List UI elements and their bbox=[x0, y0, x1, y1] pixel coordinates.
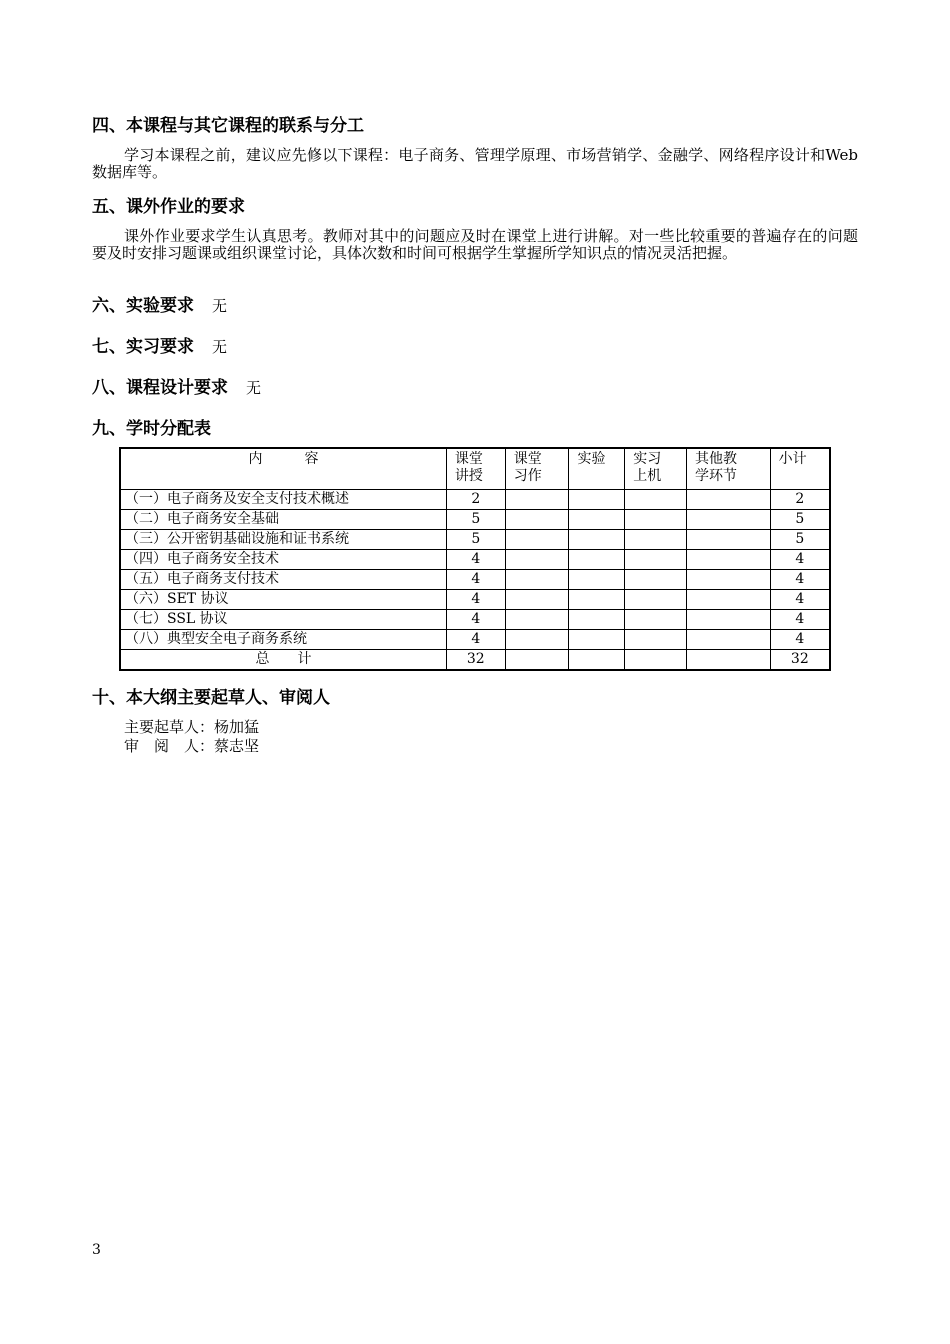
row-exercise bbox=[505, 590, 569, 610]
row-exercise bbox=[505, 550, 569, 570]
row-exercise bbox=[505, 530, 569, 550]
header-exercise-line1: 课堂 bbox=[513, 451, 542, 467]
header-content: 内 容 bbox=[120, 448, 446, 490]
table-row bbox=[120, 530, 830, 550]
row-practice bbox=[625, 630, 687, 650]
total-exercise bbox=[505, 650, 569, 671]
table-total-row bbox=[120, 650, 830, 671]
section-6-heading bbox=[92, 296, 227, 316]
row-other bbox=[687, 610, 771, 630]
row-subtotal: 5 bbox=[770, 530, 830, 550]
section-8-value: 无 bbox=[246, 379, 262, 397]
row-name: （七）SSL 协议 bbox=[120, 610, 446, 630]
row-other bbox=[687, 510, 771, 530]
table-row bbox=[120, 490, 830, 510]
row-exercise bbox=[505, 610, 569, 630]
row-lab bbox=[569, 590, 625, 610]
header-exercise-line2: 习作 bbox=[513, 468, 542, 484]
row-name: （三）公开密钥基础设施和证书系统 bbox=[120, 530, 446, 550]
table-row bbox=[120, 510, 830, 530]
section-8-heading bbox=[92, 378, 261, 398]
row-lab bbox=[569, 610, 625, 630]
section-4-heading: 四、本课程与其它课程的联系与分工 bbox=[92, 116, 364, 136]
row-practice bbox=[625, 570, 687, 590]
table-row bbox=[120, 630, 830, 650]
row-lab bbox=[569, 570, 625, 590]
row-lab bbox=[569, 630, 625, 650]
header-lecture-line1: 课堂 bbox=[454, 451, 483, 467]
row-name: （四）电子商务安全技术 bbox=[120, 550, 446, 570]
section-4-text: 学习本课程之前，建议应先修以下课程：电子商务、管理学原理、市场营销学、金融学、网络程序设计和Web数据库等。 bbox=[92, 146, 858, 181]
row-lecture: 4 bbox=[446, 550, 505, 570]
row-lecture: 5 bbox=[446, 510, 505, 530]
row-practice bbox=[625, 610, 687, 630]
row-exercise bbox=[505, 490, 569, 510]
section-5-text: 课外作业要求学生认真思考。教师对其中的问题应及时在课堂上进行讲解。对一些比较重要的普遍存在的问题要及时安排习题课或组织课堂讨论，具体次数和时间可根据学生掌握所学知识点的情况灵活把握。 bbox=[92, 227, 858, 262]
hours-allocation-table bbox=[119, 447, 831, 671]
row-lecture: 4 bbox=[446, 630, 505, 650]
table-row bbox=[120, 610, 830, 630]
row-name: （一）电子商务及安全支付技术概述 bbox=[120, 490, 446, 510]
page-number: 3 bbox=[92, 1242, 101, 1258]
reviewer-line: 审 阅 人：蔡志坚 bbox=[124, 737, 260, 755]
row-lab bbox=[569, 530, 625, 550]
table-row bbox=[120, 550, 830, 570]
row-lecture: 2 bbox=[446, 490, 505, 510]
drafter-line: 主要起草人：杨加猛 bbox=[124, 718, 260, 736]
row-subtotal: 4 bbox=[770, 550, 830, 570]
section-10-heading: 十、本大纲主要起草人、审阅人 bbox=[92, 688, 330, 708]
row-practice bbox=[625, 510, 687, 530]
table-row bbox=[120, 590, 830, 610]
header-lecture-line2: 讲授 bbox=[454, 468, 483, 484]
section-7-title: 七、实习要求 bbox=[92, 337, 194, 357]
section-8-title: 八、课程设计要求 bbox=[92, 378, 228, 398]
header-other bbox=[687, 448, 771, 490]
row-subtotal: 4 bbox=[770, 590, 830, 610]
header-other-line2: 学环节 bbox=[695, 468, 738, 484]
row-subtotal: 4 bbox=[770, 610, 830, 630]
total-lab bbox=[569, 650, 625, 671]
header-practice-line2: 上机 bbox=[633, 468, 662, 484]
header-lab: 实验 bbox=[569, 448, 625, 490]
section-6-value: 无 bbox=[212, 297, 228, 315]
total-practice bbox=[625, 650, 687, 671]
section-7-heading bbox=[92, 337, 227, 357]
row-lecture: 4 bbox=[446, 570, 505, 590]
row-name: （五）电子商务支付技术 bbox=[120, 570, 446, 590]
header-other-line1: 其他教 bbox=[695, 451, 738, 467]
row-lab bbox=[569, 550, 625, 570]
header-lecture bbox=[446, 448, 505, 490]
total-subtotal: 32 bbox=[770, 650, 830, 671]
row-lab bbox=[569, 510, 625, 530]
total-other bbox=[687, 650, 771, 671]
row-other bbox=[687, 570, 771, 590]
row-subtotal: 5 bbox=[770, 510, 830, 530]
row-name: （六）SET 协议 bbox=[120, 590, 446, 610]
row-subtotal: 4 bbox=[770, 570, 830, 590]
header-subtotal: 小计 bbox=[770, 448, 830, 490]
row-other bbox=[687, 550, 771, 570]
row-practice bbox=[625, 490, 687, 510]
total-label: 总 计 bbox=[120, 650, 446, 671]
table-row bbox=[120, 570, 830, 590]
row-practice bbox=[625, 530, 687, 550]
row-lecture: 4 bbox=[446, 610, 505, 630]
row-subtotal: 2 bbox=[770, 490, 830, 510]
row-lab bbox=[569, 490, 625, 510]
row-subtotal: 4 bbox=[770, 630, 830, 650]
header-practice bbox=[625, 448, 687, 490]
section-9-heading: 九、学时分配表 bbox=[92, 419, 211, 439]
total-lecture: 32 bbox=[446, 650, 505, 671]
table-header-row bbox=[120, 448, 830, 490]
section-5-heading: 五、课外作业的要求 bbox=[92, 197, 245, 217]
header-practice-line1: 实习 bbox=[633, 451, 662, 467]
row-lecture: 4 bbox=[446, 590, 505, 610]
section-6-title: 六、实验要求 bbox=[92, 296, 194, 316]
row-exercise bbox=[505, 570, 569, 590]
row-lecture: 5 bbox=[446, 530, 505, 550]
row-practice bbox=[625, 550, 687, 570]
section-7-value: 无 bbox=[212, 338, 228, 356]
row-other bbox=[687, 590, 771, 610]
row-name: （二）电子商务安全基础 bbox=[120, 510, 446, 530]
row-name: （八）典型安全电子商务系统 bbox=[120, 630, 446, 650]
row-exercise bbox=[505, 630, 569, 650]
row-other bbox=[687, 530, 771, 550]
row-other bbox=[687, 630, 771, 650]
header-exercise bbox=[505, 448, 569, 490]
row-exercise bbox=[505, 510, 569, 530]
row-other bbox=[687, 490, 771, 510]
row-practice bbox=[625, 590, 687, 610]
